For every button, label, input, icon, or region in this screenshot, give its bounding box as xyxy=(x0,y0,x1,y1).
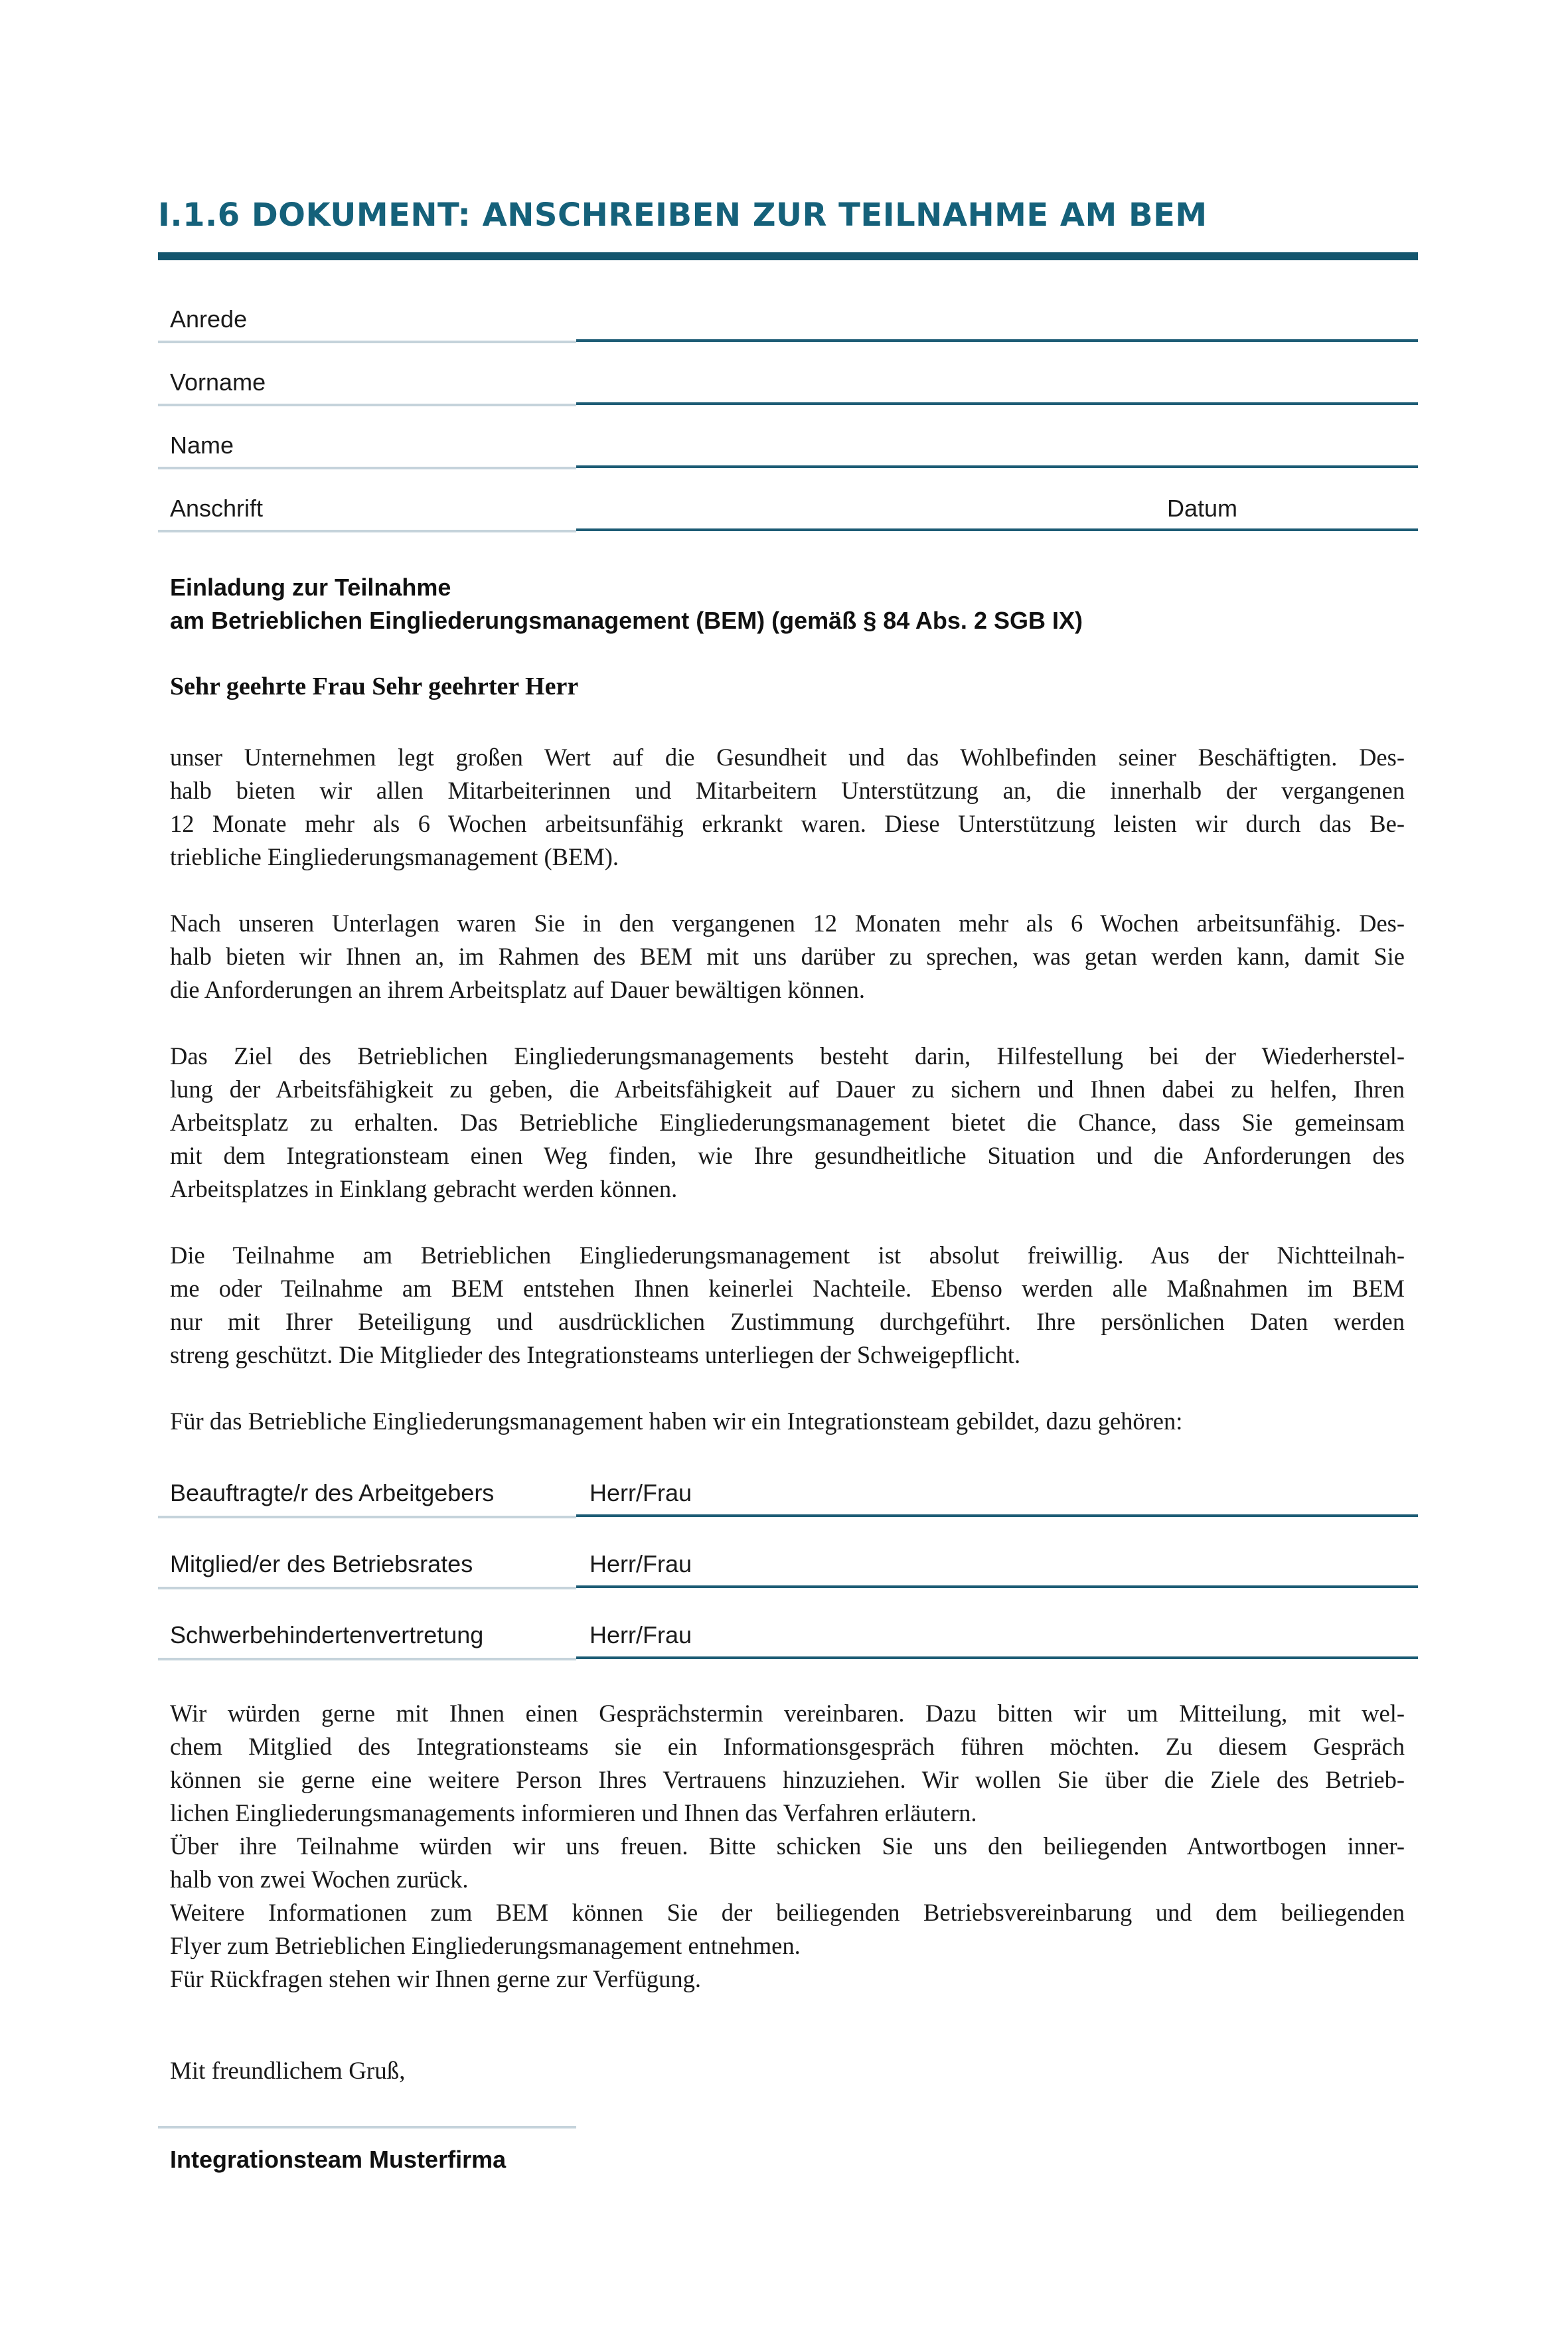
text-line: Für das Betriebliche Eingliederungsmanagement haben wir ein Integrationsteam gebildet, dazu gehören: xyxy=(170,1407,1183,1435)
text-line: streng geschützt. Die Mitglieder des Integrationsteams unterliegen der Schweigepflicht. xyxy=(170,1341,1021,1368)
text-line: Das Ziel des Betrieblichen Eingliederungsmanagements besteht darin, Hilfestellung bei der Wiederherstel- xyxy=(170,1042,1405,1070)
team-line-arbeitgeber[interactable] xyxy=(576,1514,1418,1517)
text-line: Arbeitsplatzes in Einklang gebracht werden können. xyxy=(170,1175,678,1202)
closing-paragraph xyxy=(170,1697,1405,1996)
team-line-schwerbehindertenvertretung[interactable] xyxy=(576,1656,1418,1659)
text-line: halb von zwei Wochen zurück. xyxy=(170,1866,469,1893)
text-line: triebliche Eingliederungsmanagement (BEM). xyxy=(170,843,619,870)
field-line-anrede[interactable] xyxy=(576,339,1418,342)
team-role-schwerbehindertenvertretung: Schwerbehindertenvertretung xyxy=(170,1621,484,1648)
salutation: Sehr geehrte Frau Sehr geehrter Herr xyxy=(170,673,579,700)
body-paragraph-5 xyxy=(170,1405,1405,1438)
text-line: Für Rückfragen stehen wir Ihnen gerne zur Verfügung. xyxy=(170,1965,702,1992)
text-line: halb bieten wir allen Mitarbeiterinnen und Mitarbeitern Unterstützung an, die innerhalb der vergangenen xyxy=(170,777,1405,804)
body-paragraph-4 xyxy=(170,1239,1405,1372)
text-line: Arbeitsplatz zu erhalten. Das Betriebliche Eingliederungsmanagement bietet die Chance, dass Sie gemeinsam xyxy=(170,1109,1405,1136)
field-label-anrede: Anrede xyxy=(170,305,248,333)
field-rule-anrede-label xyxy=(158,341,576,343)
team-value-arbeitgeber[interactable]: Herr/Frau xyxy=(589,1479,692,1506)
body-paragraph-2 xyxy=(170,907,1405,1006)
team-role-arbeitgeber: Beauftragte/r des Arbeitgebers xyxy=(170,1479,495,1506)
text-line: Nach unseren Unterlagen waren Sie in den vergangenen 12 Monaten mehr als 6 Wochen arbeitsunfähig. Des- xyxy=(170,910,1405,937)
subject-line-1: Einladung zur Teilnahme xyxy=(170,574,451,601)
text-line: chem Mitglied des Integrationsteams sie ein Informationsgespräch führen möchten. Zu diesem Gespräch xyxy=(170,1733,1405,1760)
subject-line-2: am Betrieblichen Eingliederungsmanagement (BEM) (gemäß § 84 Abs. 2 SGB IX) xyxy=(170,607,1083,634)
title-underline xyxy=(158,252,1418,260)
text-line: mit dem Integrationsteam einen Weg finden, wie Ihre gesundheitliche Situation und die Anforderungen des xyxy=(170,1142,1405,1169)
text-line: halb bieten wir Ihnen an, im Rahmen des BEM mit uns darüber zu sprechen, was getan werden kann, damit Sie xyxy=(170,943,1405,970)
text-line: nur mit Ihrer Beteiligung und ausdrücklichen Zustimmung durchgeführt. Ihre persönlichen Daten werden xyxy=(170,1308,1405,1335)
field-label-anschrift: Anschrift xyxy=(170,495,264,522)
team-role-betriebsrat: Mitglied/er des Betriebsrates xyxy=(170,1550,473,1577)
letter-subject xyxy=(170,571,1083,637)
text-line: Die Teilnahme am Betrieblichen Eingliederungsmanagement ist absolut freiwillig. Aus der Nichtteilnah- xyxy=(170,1242,1405,1269)
field-line-vorname[interactable] xyxy=(576,402,1418,405)
closing-greeting: Mit freundlichem Gruß, xyxy=(170,2057,406,2085)
text-line: 12 Monate mehr als 6 Wochen arbeitsunfähig erkrankt waren. Diese Unterstützung leisten wir durch das Be- xyxy=(170,810,1405,837)
signature-name: Integrationsteam Musterfirma xyxy=(170,2146,507,2173)
team-rule-betriebsrat-label xyxy=(158,1587,576,1589)
text-line: können sie gerne eine weitere Person Ihres Vertrauens hinzuziehen. Wir wollen Sie über die Ziele des Betrieb- xyxy=(170,1766,1405,1793)
text-line: Weitere Informationen zum BEM können Sie der beiliegenden Betriebsvereinbarung und dem beiliegenden xyxy=(170,1899,1405,1926)
field-rule-anschrift-label xyxy=(158,530,576,532)
field-line-anschrift[interactable] xyxy=(576,528,1418,531)
team-value-betriebsrat[interactable]: Herr/Frau xyxy=(589,1550,692,1577)
field-rule-name-label xyxy=(158,467,576,469)
text-line: lichen Eingliederungsmanagements informieren und Ihnen das Verfahren erläutern. xyxy=(170,1799,977,1826)
field-line-name[interactable] xyxy=(576,465,1418,468)
signature-line xyxy=(158,2126,576,2128)
team-rule-arbeitgeber-label xyxy=(158,1516,576,1518)
team-line-betriebsrat[interactable] xyxy=(576,1585,1418,1588)
text-line: unser Unternehmen legt großen Wert auf die Gesundheit und das Wohlbefinden seiner Beschäftigten. Des- xyxy=(170,744,1405,771)
field-label-name: Name xyxy=(170,432,234,459)
text-line: die Anforderungen an ihrem Arbeitsplatz auf Dauer bewältigen können. xyxy=(170,976,865,1003)
field-rule-vorname-label xyxy=(158,404,576,406)
text-line: me oder Teilnahme am BEM entstehen Ihnen keinerlei Nachteile. Ebenso werden alle Maßnahmen im BEM xyxy=(170,1275,1405,1302)
body-paragraph-3 xyxy=(170,1040,1405,1206)
text-line: Flyer zum Betrieblichen Eingliederungsmanagement entnehmen. xyxy=(170,1932,801,1959)
body-paragraph-1 xyxy=(170,741,1405,874)
field-label-vorname: Vorname xyxy=(170,368,266,396)
text-line: Über ihre Teilnahme würden wir uns freuen. Bitte schicken Sie uns den beiliegenden Antwortbogen inner- xyxy=(170,1832,1405,1860)
field-label-datum: Datum xyxy=(1167,495,1238,522)
text-line: lung der Arbeitsfähigkeit zu geben, die Arbeitsfähigkeit auf Dauer zu sichern und Ihnen dabei zu helfen, Ihren xyxy=(170,1076,1405,1103)
team-value-schwerbehindertenvertretung[interactable]: Herr/Frau xyxy=(589,1621,692,1648)
document-title: I.1.6 DOKUMENT: ANSCHREIBEN ZUR TEILNAHME AM BEM xyxy=(158,197,1208,234)
text-line: Wir würden gerne mit Ihnen einen Gesprächstermin vereinbaren. Dazu bitten wir um Mitteilung, mit wel- xyxy=(170,1700,1405,1727)
team-rule-schwerbehindertenvertretung-label xyxy=(158,1658,576,1660)
